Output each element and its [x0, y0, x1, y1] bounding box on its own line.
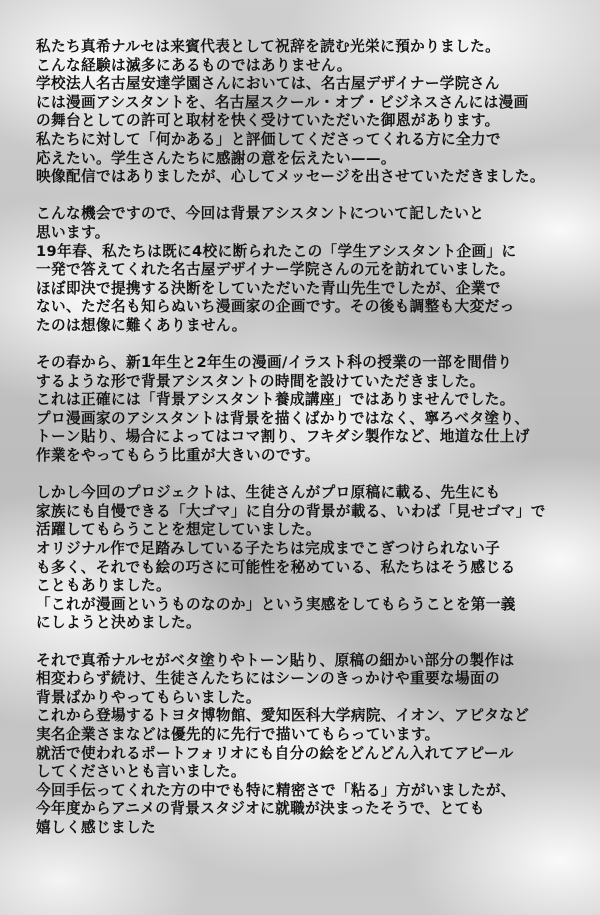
text-line: 背景ばかりやってもらいました。	[36, 688, 261, 706]
text-line: こともありました。	[36, 577, 171, 595]
text-line: 映像配信ではありましたが、心してメッセージを出させていただきました。	[36, 168, 545, 186]
text-line: にしようと決めました。	[36, 614, 201, 632]
text-line: するような形で背景アシスタントの時間を設けていただきました。	[36, 372, 485, 390]
body-text	[36, 38, 566, 838]
text-line: 活躍してもらうことを想定していました。	[36, 521, 321, 539]
text-line: トーン貼り、場合によってはコマ割り、フキダシ製作など、地道な仕上げ	[36, 428, 530, 446]
text-line: も多く、それでも絵の巧さに可能性を秘めている、私たちはそう感じる	[36, 558, 516, 576]
text-line: その春から、新1年生と2年生の漫画/イラスト科の授業の一部を間借り	[36, 354, 513, 372]
paragraph	[36, 38, 566, 187]
text-line: 嬉しく感じました	[36, 818, 156, 836]
text-line: 一発で答えてくれた名古屋デザイナー学院さんの元を訪れていました。	[36, 261, 515, 279]
text-line: してくださいとも言いました。	[36, 763, 246, 781]
text-line: 19年春、私たちは既に4校に断られたこの「学生アシスタント企画」に	[36, 242, 517, 260]
text-line: オリジナル作で足踏みしている子たちは完成までこぎつけられない子	[36, 540, 501, 558]
text-line: 私たちに対して「何かある」と評価してくださってくれる方に全力で	[36, 130, 501, 148]
text-line: 思います。	[36, 223, 110, 241]
paragraph	[36, 652, 566, 838]
text-line: ほぼ即決で提携する決断をしていただいた青山先生でしたが、企業で	[36, 279, 501, 297]
text-line: 今回手伝ってくれた方の中でも特に精密さで「粘る」方がいましたが、	[36, 781, 516, 799]
text-line: ない、ただ名も知らぬいち漫画家の企画です。その後も調整も大変だっ	[36, 298, 515, 316]
text-line: 相変わらず続け、生徒さんたちにはシーンのきっかけや重要な場面の	[36, 670, 500, 688]
paragraph	[36, 205, 566, 335]
text-line: 家族にも自慢できる「大ゴマ」に自分の背景が載る、いわば「見せゴマ」で	[36, 502, 546, 520]
text-line: の舞台としての許可と取材を快く受けていただいた御恩があります。	[36, 112, 500, 130]
text-line: これは正確には「背景アシスタント養成講座」ではありませんでした。	[36, 391, 515, 409]
text-line: には漫画アシスタントを、名古屋スクール・オブ・ビジネスさんには漫画	[36, 93, 529, 111]
text-line: これから登場するトヨタ博物館、愛知医科大学病院、イオン、アピタなど	[36, 707, 530, 725]
text-line: しかし今回のプロジェクトは、生徒さんがプロ原稿に載る、先生にも	[36, 484, 501, 502]
text-line: プロ漫画家のアシスタントは背景を描くばかりではなく、寧ろベタ塗り、	[36, 409, 530, 427]
text-line: 実名企業さまなどは優先的に先行で描いてもらっています。	[36, 725, 440, 743]
text-line: こんな機会ですので、今回は背景アシスタントについて記したいと	[36, 205, 485, 223]
text-line: 今年度からアニメの背景スタジオに就職が決まったそうで、とても	[36, 800, 485, 818]
text-line: 応えたい。学生さんたちに感謝の意を伝えたい——。	[36, 149, 396, 167]
text-line: それで真希ナルセがベタ塗りやトーン貼り、原稿の細かい部分の製作は	[36, 651, 515, 669]
text-line: 私たち真希ナルセは来賓代表として祝辞を読む光栄に預かりました。	[36, 38, 501, 55]
text-line: たのは想像に難くありません。	[36, 316, 247, 334]
text-line: 「これが漫画というものなのか」という実感をしてもらうことを第一義	[36, 595, 516, 613]
text-line: 就活で使われるポートフォリオにも自分の絵をどんどん入れてアピール	[36, 744, 514, 762]
paragraph	[36, 354, 566, 466]
text-line: 作業をやってもらう比重が大きいのです。	[36, 447, 320, 465]
text-line: こんな経験は滅多にあるものではありません。	[36, 56, 352, 74]
text-line: 学校法人名古屋安達学園さんにおいては、名古屋デザイナー学院さん	[36, 75, 500, 93]
paragraph	[36, 484, 566, 633]
